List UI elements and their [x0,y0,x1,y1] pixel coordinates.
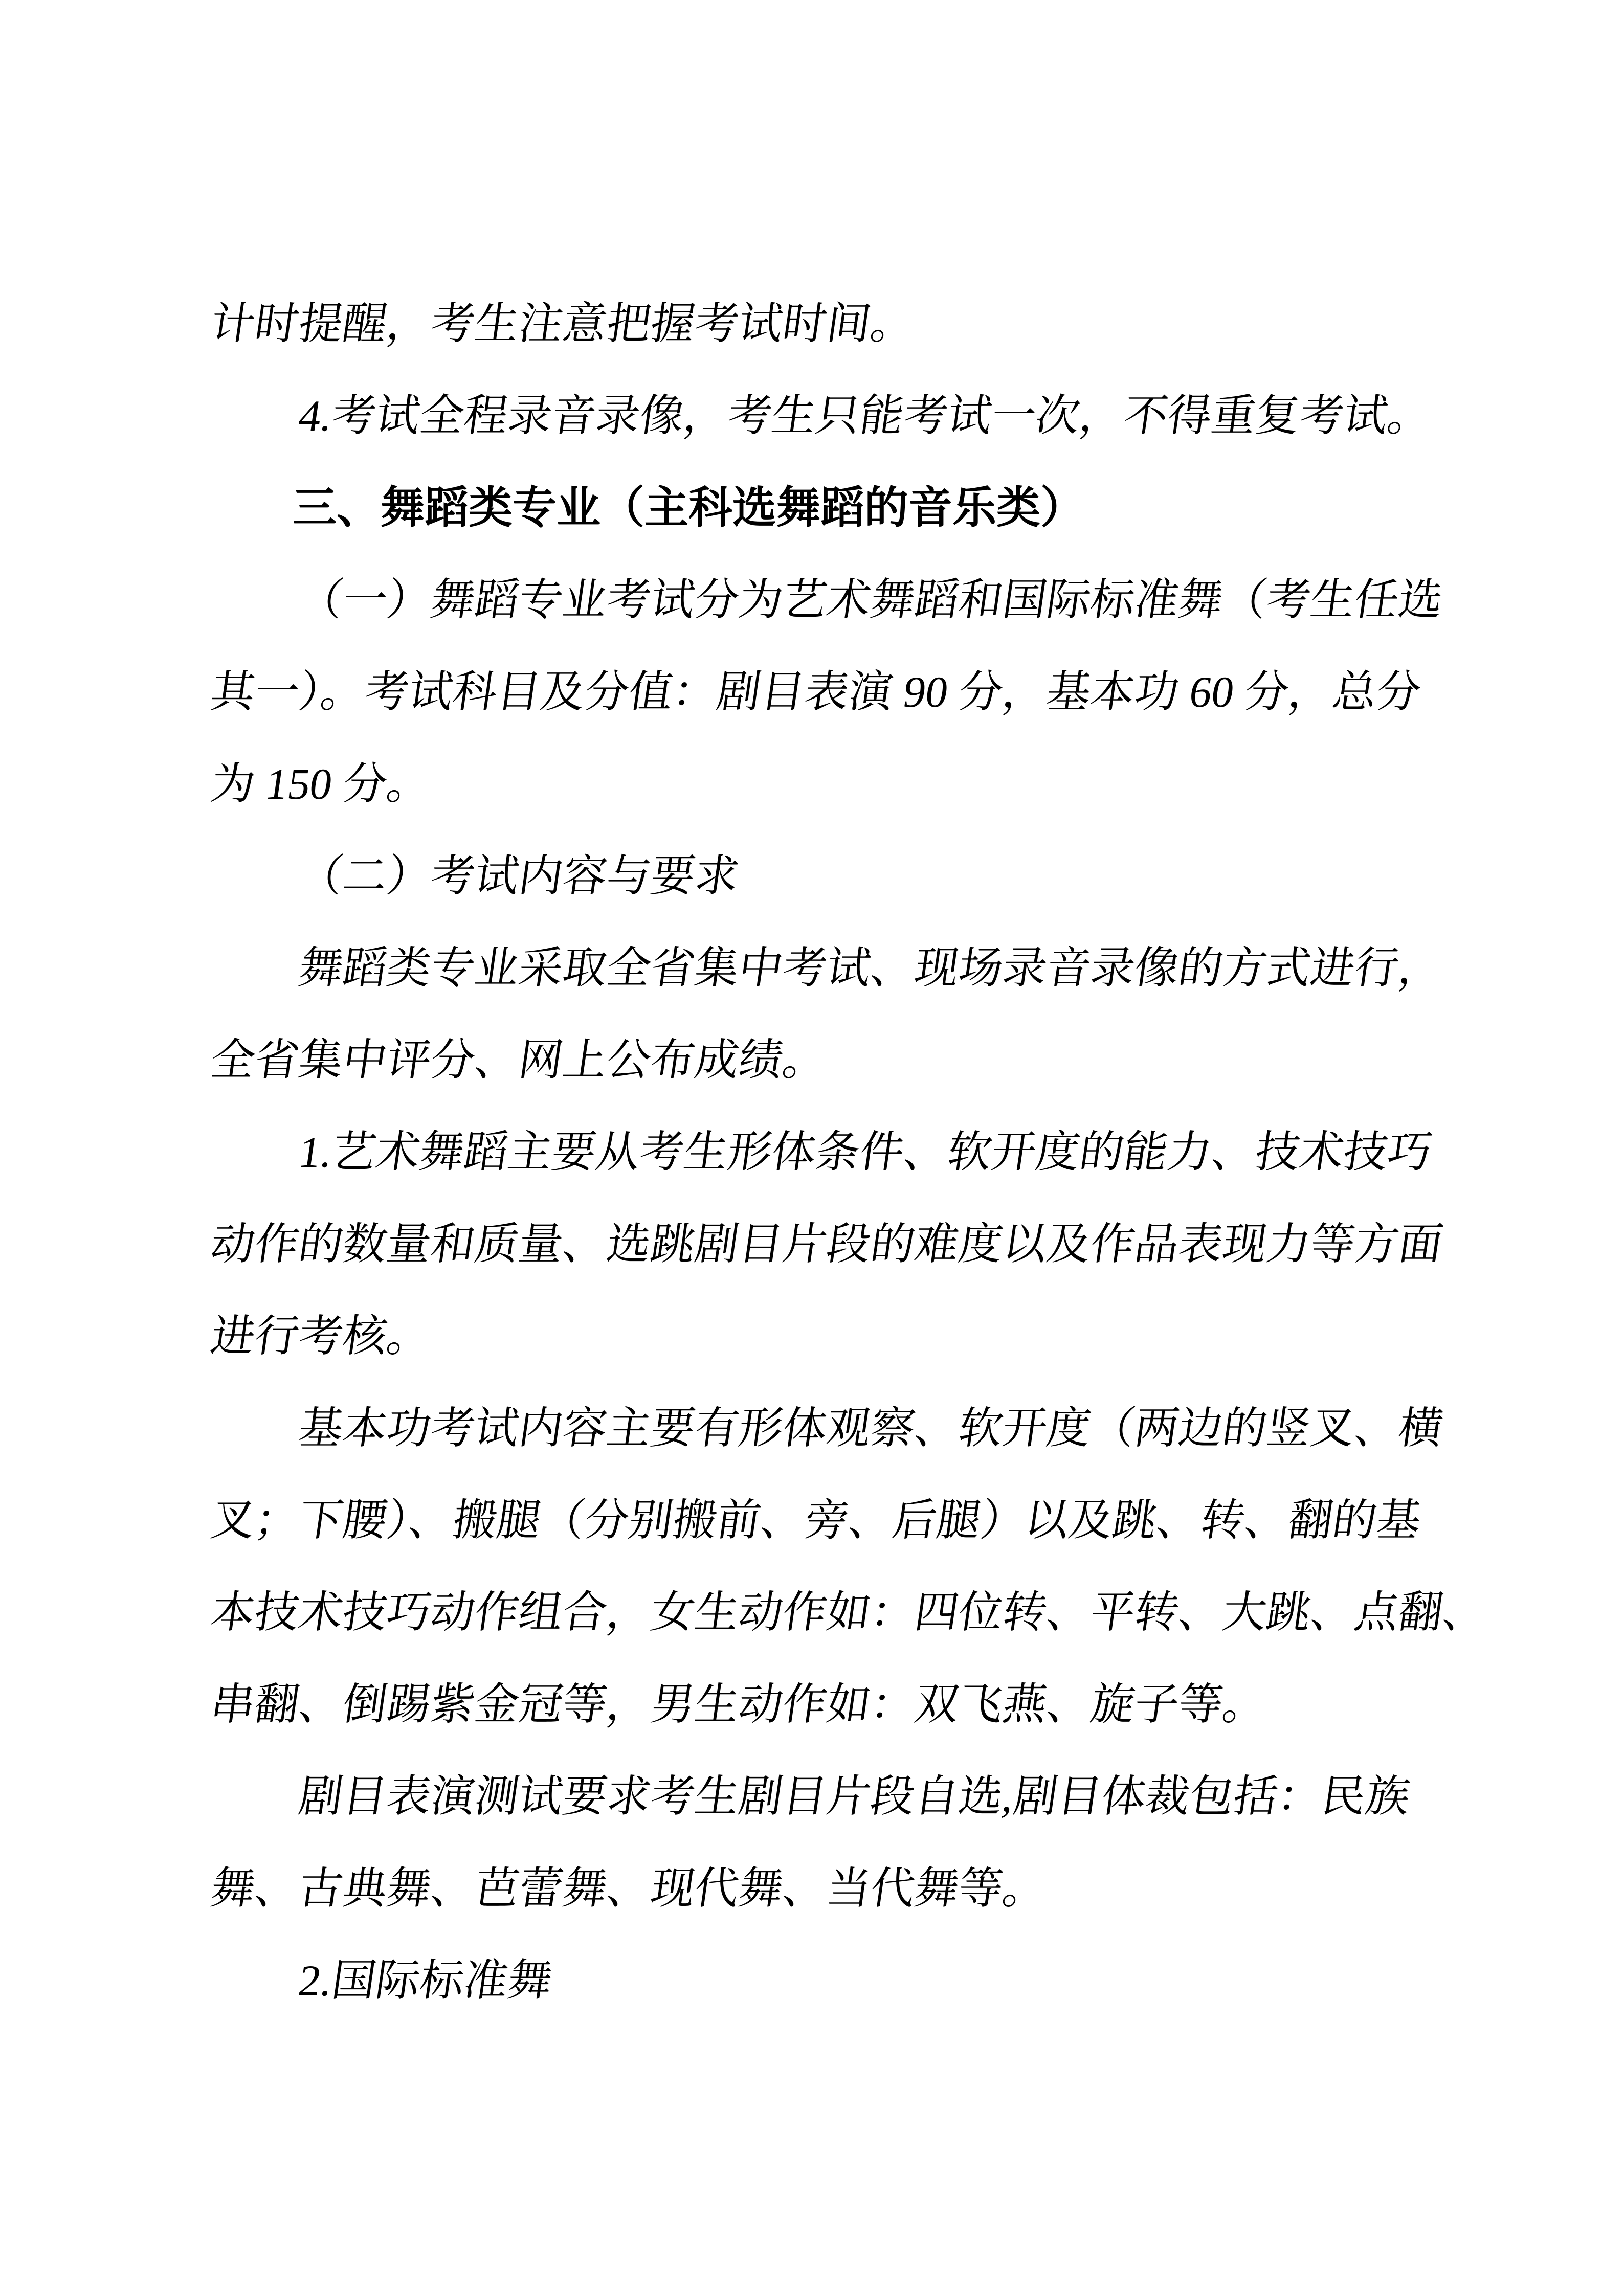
text-line: 动作的数量和质量、选跳剧目片段的难度以及作品表现力等方面 [207,1220,1447,1269]
text-line: 其一）。考试科目及分值：剧目表演 90 分，基本功 60 分，总分 [207,667,1425,716]
text-line: 计时提醒，考生注意把握考试时间。 [207,299,919,348]
text-line: 叉；下腰）、搬腿（分别搬前、旁、后腿）以及跳、转、翻的基 [207,1496,1425,1545]
text-line: 串翻、倒踢紫金冠等，男生动作如：双飞燕、旋子等。 [207,1680,1271,1729]
text-line: 全省集中评分、网上公布成绩。 [207,1036,831,1085]
text-line: 进行考核。 [207,1312,435,1361]
text-line: 基本功考试内容主要有形体观察、软开度（两边的竖叉、横 [295,1404,1447,1453]
text-line: 舞蹈类专业采取全省集中考试、现场录音录像的方式进行， [295,943,1447,993]
text-line: 2.国际标准舞 [295,1956,555,2005]
section-heading: 三、舞蹈类专业（主科选舞蹈的音乐类） [293,483,1084,532]
text-line: （一）舞蹈专业考试分为艺术舞蹈和国际标准舞（考生任选 [295,575,1447,624]
document-body [205,278,1490,2027]
text-line: （二）考试内容与要求 [295,851,743,901]
text-line: 4.考试全程录音录像，考生只能考试一次，不得重复考试。 [295,391,1435,440]
text-line: 剧目表演测试要求考生剧目片段自选,剧目体裁包括：民族 [295,1772,1413,1821]
text-line: 舞、古典舞、芭蕾舞、现代舞、当代舞等。 [207,1864,1051,1913]
text-line: 为 150 分。 [207,759,435,808]
text-line: 1.艺术舞蹈主要从考生形体条件、软开度的能力、技术技巧 [295,1128,1435,1177]
text-line: 本技术技巧动作组合，女生动作如：四位转、平转、大跳、点翻、 [207,1588,1490,1637]
